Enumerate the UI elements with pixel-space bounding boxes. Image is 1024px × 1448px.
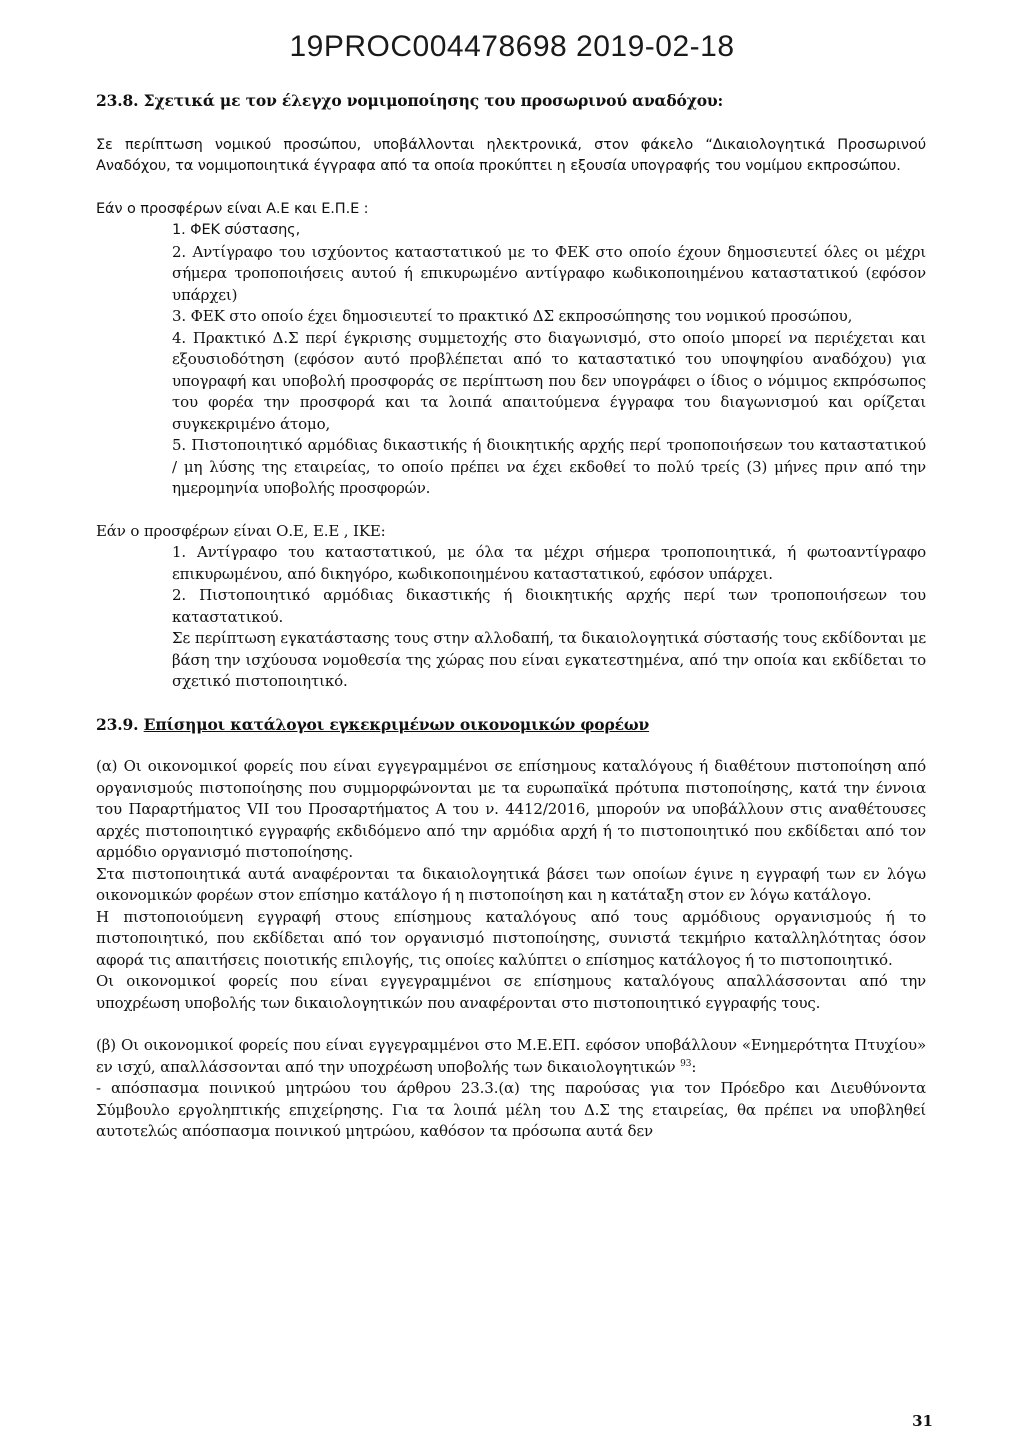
- oe-ee-ike-list: [96, 542, 926, 693]
- intro-paragraph: Σε περίπτωση νομικού προσώπου, υποβάλλονται ηλεκτρονικά, στον φάκελο “Δικαιολογητικά Προσωρινού Αναδόχου, τα νομιμοποιητικά έγγραφα από τα οποία προκύπτει η εξουσία υπογραφής του νομίμου εκπροσώπου.: [96, 136, 926, 174]
- list-item: 1. Αντίγραφο του καταστατικού, με όλα τα μέχρι σήμερα τροποποιητικά, ή φωτοαντίγραφο επικυρωμένου, από δικηγόρο, κωδικοποιημένου καταστατικού, εφόσον υπάρχει.: [172, 543, 926, 583]
- paragraph-beta: [96, 1035, 926, 1078]
- beta-list-item: - απόσπασμα ποινικού μητρώου του άρθρου 23.3.(α) της παρούσας για τον Πρόεδρο και Διευθύνοντα Σύμβουλο εργοληπτικής επιχείρησης. Για τα λοιπά μέλη του Δ.Σ της εταιρείας, θα πρέπει να υποβληθεί αυτοτελώς απόσπασμα ποινικού μητρώου, καθόσον τα πρόσωπα αυτά δεν: [96, 1079, 926, 1140]
- paragraph: Οι οικονομικοί φορείς που είναι εγγεγραμμένοι σε επίσημους καταλόγους απαλλάσσονται από την υποχρέωση υποβολής των δικαιολογητικών που αναφέρονται στο πιστοποιητικό εγγραφής τους.: [96, 972, 926, 1012]
- list-item: 2. Πιστοποιητικό αρμόδιας δικαστικής ή διοικητικής αρχής περί των τροποποιήσεων του καταστατικού.: [172, 586, 926, 626]
- section-title: Επίσημοι κατάλογοι εγκεκριμένων οικονομικών φορέων: [143, 714, 650, 734]
- section-heading-23-9: [96, 714, 926, 736]
- paragraph: Η πιστοποιούμενη εγγραφή στους επίσημους καταλόγους από τους αρμόδιους οργανισμούς ή το πιστοποιητικό, που εκδίδεται από τον οργανισμό πιστοποίησης, συνιστά τεκμήριο καταλληλότητας όσον αφορά τις απαιτήσεις ποιοτικής επιλογής, τις οποίες καλύπτει ο επίσημος κατάλογος ή το πιστοποιητικό.: [96, 907, 926, 969]
- list-item: 3. ΦΕΚ στο οποίο έχει δημοσιευτεί το πρακτικό ΔΣ εκπροσώπησης του νομικού προσώπου,: [172, 307, 853, 325]
- section-title: Σχετικά με τον έλεγχο νομιμοποίησης του προσωρινού αναδόχου:: [143, 91, 724, 110]
- section-heading-23-8: [96, 90, 926, 112]
- list-item: 5. Πιστοποιητικό αρμόδιας δικαστικής ή διοικητικής αρχής περί τροποποιήσεων του καταστατικού / μη λύσης της εταιρείας, το οποίο πρέπει να έχει εκδοθεί το πολύ τρείς (3) μήνες πριν από την ημερομηνία υποβολής προσφορών.: [172, 436, 926, 497]
- list-item: 1. ΦΕΚ σύστασης,: [172, 222, 301, 238]
- ae-epe-heading: Εάν ο προσφέρων είναι Α.Ε και Ε.Π.Ε :: [96, 200, 369, 217]
- page-body: [96, 90, 926, 1143]
- beta-text: (β) Οι οικονομικοί φορείς που είναι εγγεγραμμένοι στο Μ.Ε.ΕΠ. εφόσον υποβάλλουν «Ενημερότητα Πτυχίου» εν ισχύ, απαλλάσσονται από την υποχρέωση υποβολής των δικαιολογητικών: [96, 1036, 926, 1076]
- page-number: 31: [912, 1412, 933, 1430]
- beta-colon: :: [691, 1057, 697, 1076]
- list-item: 4. Πρακτικό Δ.Σ περί έγκρισης συμμετοχής στο διαγωνισμό, στο οποίο μπορεί να περιέχεται και εξουσιοδότηση (εφόσον αυτό προβλέπεται από το καταστατικό του υποψηφίου αναδόχου) για υπογραφή και υποβολή προσφοράς σε περίπτωση που δεν υπογράφει ο ίδιος ο νόμιμος εκπρόσωπος του φορέα την προσφορά και τα λοιπά απαιτούμενα έγγραφα του διαγωνισμού και ορίζεται συγκεκριμένο άτομο,: [172, 328, 926, 433]
- footnote-marker[interactable]: 93: [680, 1058, 692, 1069]
- oe-ee-ike-heading: Εάν ο προσφέρων είναι Ο.Ε, Ε.Ε , ΙΚΕ:: [96, 521, 386, 540]
- list-item: Σε περίπτωση εγκατάστασης τους στην αλλοδαπή, τα δικαιολογητικά σύστασής τους εκδίδονται με βάση την ισχύουσα νομοθεσία της χώρας που είναι εγκατεστημένα, από την οποία και εκδίδεται το σχετικό πιστοποιητικό.: [172, 629, 926, 690]
- document-id-header: 19PROC004478698 2019-02-18: [289, 30, 735, 63]
- paragraph-alpha: (α) Οι οικονομικοί φορείς που είναι εγγεγραμμένοι σε επίσημους καταλόγους ή διαθέτουν πιστοποίηση από οργανισμούς πιστοποίησης που συμμορφώνονται με τα ευρωπαϊκά πρότυπα πιστοποίησης, κατά την έννοια του Παραρτήματος VII του Προσαρτήματος Α του ν. 4412/2016, μπορούν να υποβάλλουν στις αναθέτουσες αρχές πιστοποιητικό εγγραφής εκδιδόμενο από την αρμόδια αρχή ή το πιστοποιητικό που εκδίδεται από τον αρμόδιο οργανισμό πιστοποίησης.: [96, 757, 926, 861]
- section-number: 23.8.: [96, 91, 139, 110]
- ae-epe-list: [96, 220, 926, 500]
- paragraph: Στα πιστοποιητικά αυτά αναφέρονται τα δικαιολογητικά βάσει των οποίων έγινε η εγγραφή των εν λόγω οικονομικών φορέων στον επίσημο κατάλογο ή η πιστοποίηση και η κατάταξη στον εν λόγω κατάλογο.: [96, 864, 926, 904]
- section-number: 23.9.: [96, 714, 139, 734]
- list-item: 2. Αντίγραφο του ισχύοντος καταστατικού με το ΦΕΚ στο οποίο έχουν δημοσιευτεί όλες οι μέχρι σήμερα τροποποιήσεις αυτού ή επικυρωμένο αντίγραφο κωδικοποιημένου καταστατικού (εφόσον υπάρχει): [172, 242, 926, 304]
